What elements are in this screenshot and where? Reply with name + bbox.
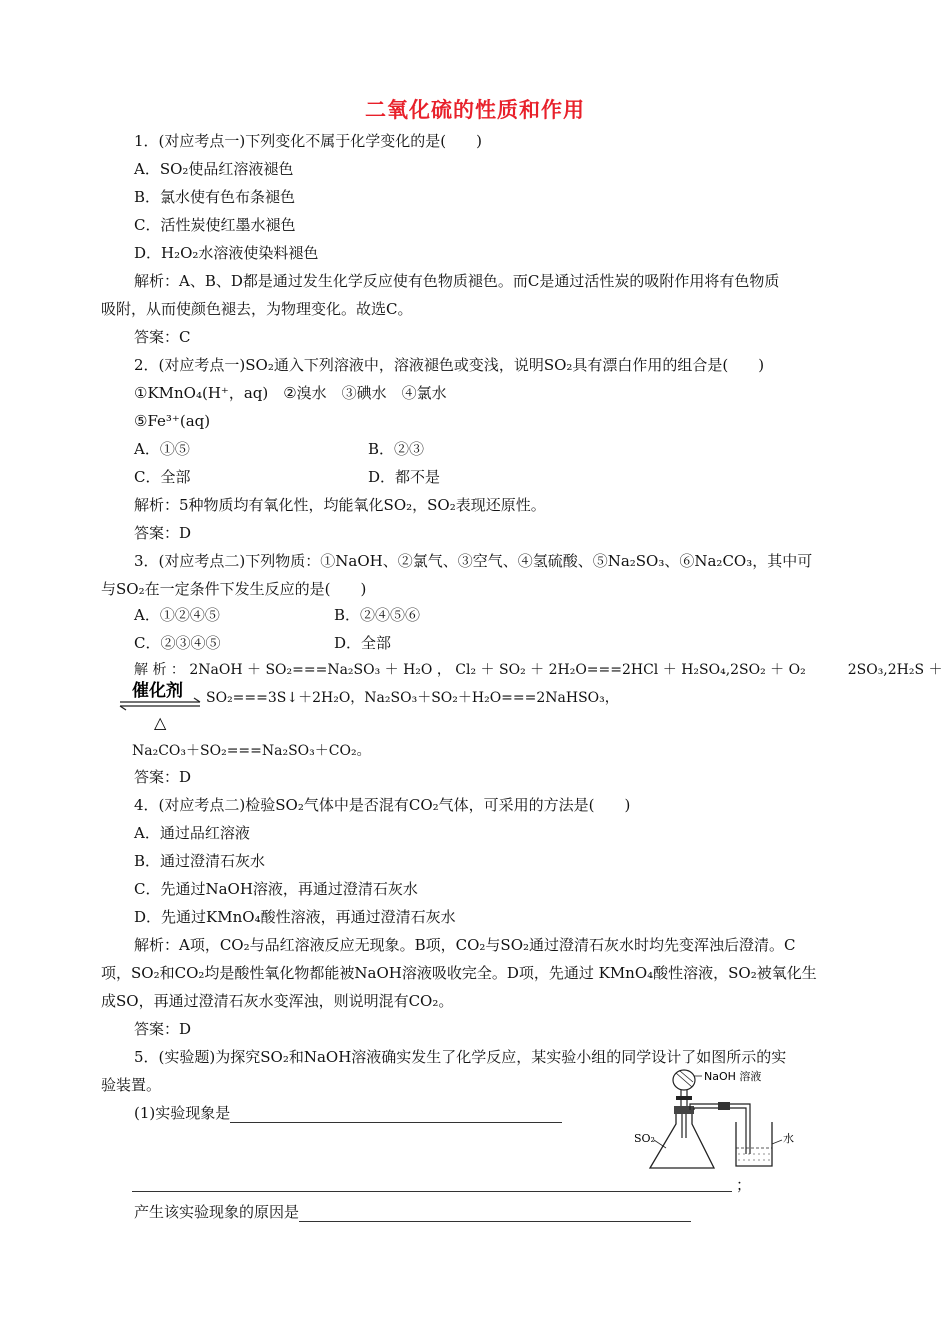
q1-option-c: C．活性炭使红墨水褪色 xyxy=(134,216,296,234)
q1-analysis-line2: 吸附，从而使颜色褪去，为物理变化。故选C。 xyxy=(101,300,413,318)
q3-option-d: D．全部 xyxy=(334,634,392,652)
q3-answer: 答案：D xyxy=(134,768,192,786)
q3-analysis-line1: 解 析 ： 2NaOH ＋ SO₂===Na₂SO₃ ＋ H₂O ， Cl₂ ＋ SO₂ ＋ 2H₂O===2HCl ＋ H₂SO₄,2SO₂ ＋ O₂ 2SO₃,2H₂S ＋ xyxy=(134,662,943,678)
q4-analysis-line3: 成SO，再通过澄清石灰水变浑浊，则说明混有CO₂。 xyxy=(101,992,454,1010)
q3-stem-line2: 与SO₂在一定条件下发生反应的是( ) xyxy=(101,580,367,598)
q2-option-d: D．都不是 xyxy=(368,468,441,486)
q3-option-a: A．①②④⑤ xyxy=(134,606,220,624)
q5-stem-line1: 5．(实验题)为探究SO₂和NaOH溶液确实发生了化学反应，某实验小组的同学设计了如图所示的实 xyxy=(134,1048,787,1066)
q4-option-d: D．先通过KMnO₄酸性溶液，再通过澄清石灰水 xyxy=(134,908,456,926)
q2-option-a: A．①⑤ xyxy=(134,440,190,458)
q1-option-a: A．SO₂使品红溶液褪色 xyxy=(134,160,294,178)
q5-part1-label: (1)实验现象是 xyxy=(134,1104,231,1122)
q1-analysis-line1: 解析：A、B、D都是通过发生化学反应使有色物质褪色。而C是通过活性炭的吸附作用将有色物质 xyxy=(134,272,780,290)
fig-so2-label: SO₂ xyxy=(634,1132,655,1145)
q4-answer: 答案：D xyxy=(134,1020,192,1038)
answer-blank-3[interactable] xyxy=(299,1205,691,1222)
q2-option-c: C．全部 xyxy=(134,468,191,486)
page-title: 二氧化硫的性质和作用 xyxy=(365,98,585,122)
q3-analysis-line2: SO₂===3S↓＋2H₂O，Na₂SO₃＋SO₂＋H₂O===2NaHSO₃， xyxy=(206,690,619,706)
q4-option-c: C．先通过NaOH溶液，再通过澄清石灰水 xyxy=(134,880,418,898)
q4-option-a: A．通过品红溶液 xyxy=(134,824,250,842)
q1-stem: 1．(对应考点一)下列变化不属于化学变化的是( ) xyxy=(134,132,482,150)
experiment-apparatus-figure xyxy=(632,1066,812,1176)
q2-analysis: 解析：5种物质均有氧化性，均能氧化SO₂，SO₂表现还原性。 xyxy=(134,496,546,514)
fig-water-label: 水 xyxy=(783,1132,794,1145)
q4-stem: 4．(对应考点二)检验SO₂气体中是否混有CO₂气体，可采用的方法是( ) xyxy=(134,796,631,814)
catalyst-label: 催化剂 xyxy=(132,681,183,701)
q2-items-line1: ①KMnO₄(H⁺，aq) ②溴水 ③碘水 ④氯水 xyxy=(134,384,447,402)
q4-analysis-line1: 解析：A项，CO₂与品红溶液反应无现象。B项，CO₂与SO₂通过澄清石灰水时均先变浑浊后澄清。C xyxy=(134,936,796,954)
q2-answer: 答案：D xyxy=(134,524,192,542)
fig-naoh-label: NaOH 溶液 xyxy=(704,1070,762,1083)
q5-semicolon: ； xyxy=(736,1176,752,1194)
q4-analysis-line2: 项，SO₂和CO₂均是酸性氧化物都能被NaOH溶液吸收完全。D项，先通过 KMnO₄酸性溶液，SO₂被氧化生 xyxy=(101,964,817,982)
heat-symbol: △ xyxy=(154,713,167,732)
q5-stem-line2: 验装置。 xyxy=(101,1076,162,1094)
q2-option-b: B．②③ xyxy=(368,440,425,458)
q2-items-line2: ⑤Fe³⁺(aq) xyxy=(134,412,211,430)
q5-reason-label: 产生该实验现象的原因是 xyxy=(134,1203,300,1221)
answer-blank-1[interactable] xyxy=(230,1106,562,1123)
q3-option-b: B．②④⑤⑥ xyxy=(334,606,421,624)
answer-blank-2[interactable] xyxy=(132,1175,732,1192)
q5-reason-row xyxy=(134,1202,691,1222)
q2-stem: 2．(对应考点一)SO₂通入下列溶液中，溶液褪色或变浅，说明SO₂具有漂白作用的组合是( ) xyxy=(134,356,765,374)
q3-analysis-line3: Na₂CO₃＋SO₂===Na₂SO₃＋CO₂。 xyxy=(132,743,371,759)
q3-stem-line1: 3．(对应考点二)下列物质：①NaOH、②氯气、③空气、④氢硫酸、⑤Na₂SO₃、⑥Na₂CO₃，其中可 xyxy=(134,552,813,570)
q1-option-b: B．氯水使有色布条褪色 xyxy=(134,188,296,206)
q1-answer: 答案：C xyxy=(134,328,191,346)
q4-option-b: B．通过澄清石灰水 xyxy=(134,852,266,870)
catalyst-arrow-symbol xyxy=(118,680,202,732)
q1-option-d: D．H₂O₂水溶液使染料褪色 xyxy=(134,244,319,262)
q5-part1-row xyxy=(134,1103,562,1123)
q3-option-c: C．②③④⑤ xyxy=(134,634,221,652)
